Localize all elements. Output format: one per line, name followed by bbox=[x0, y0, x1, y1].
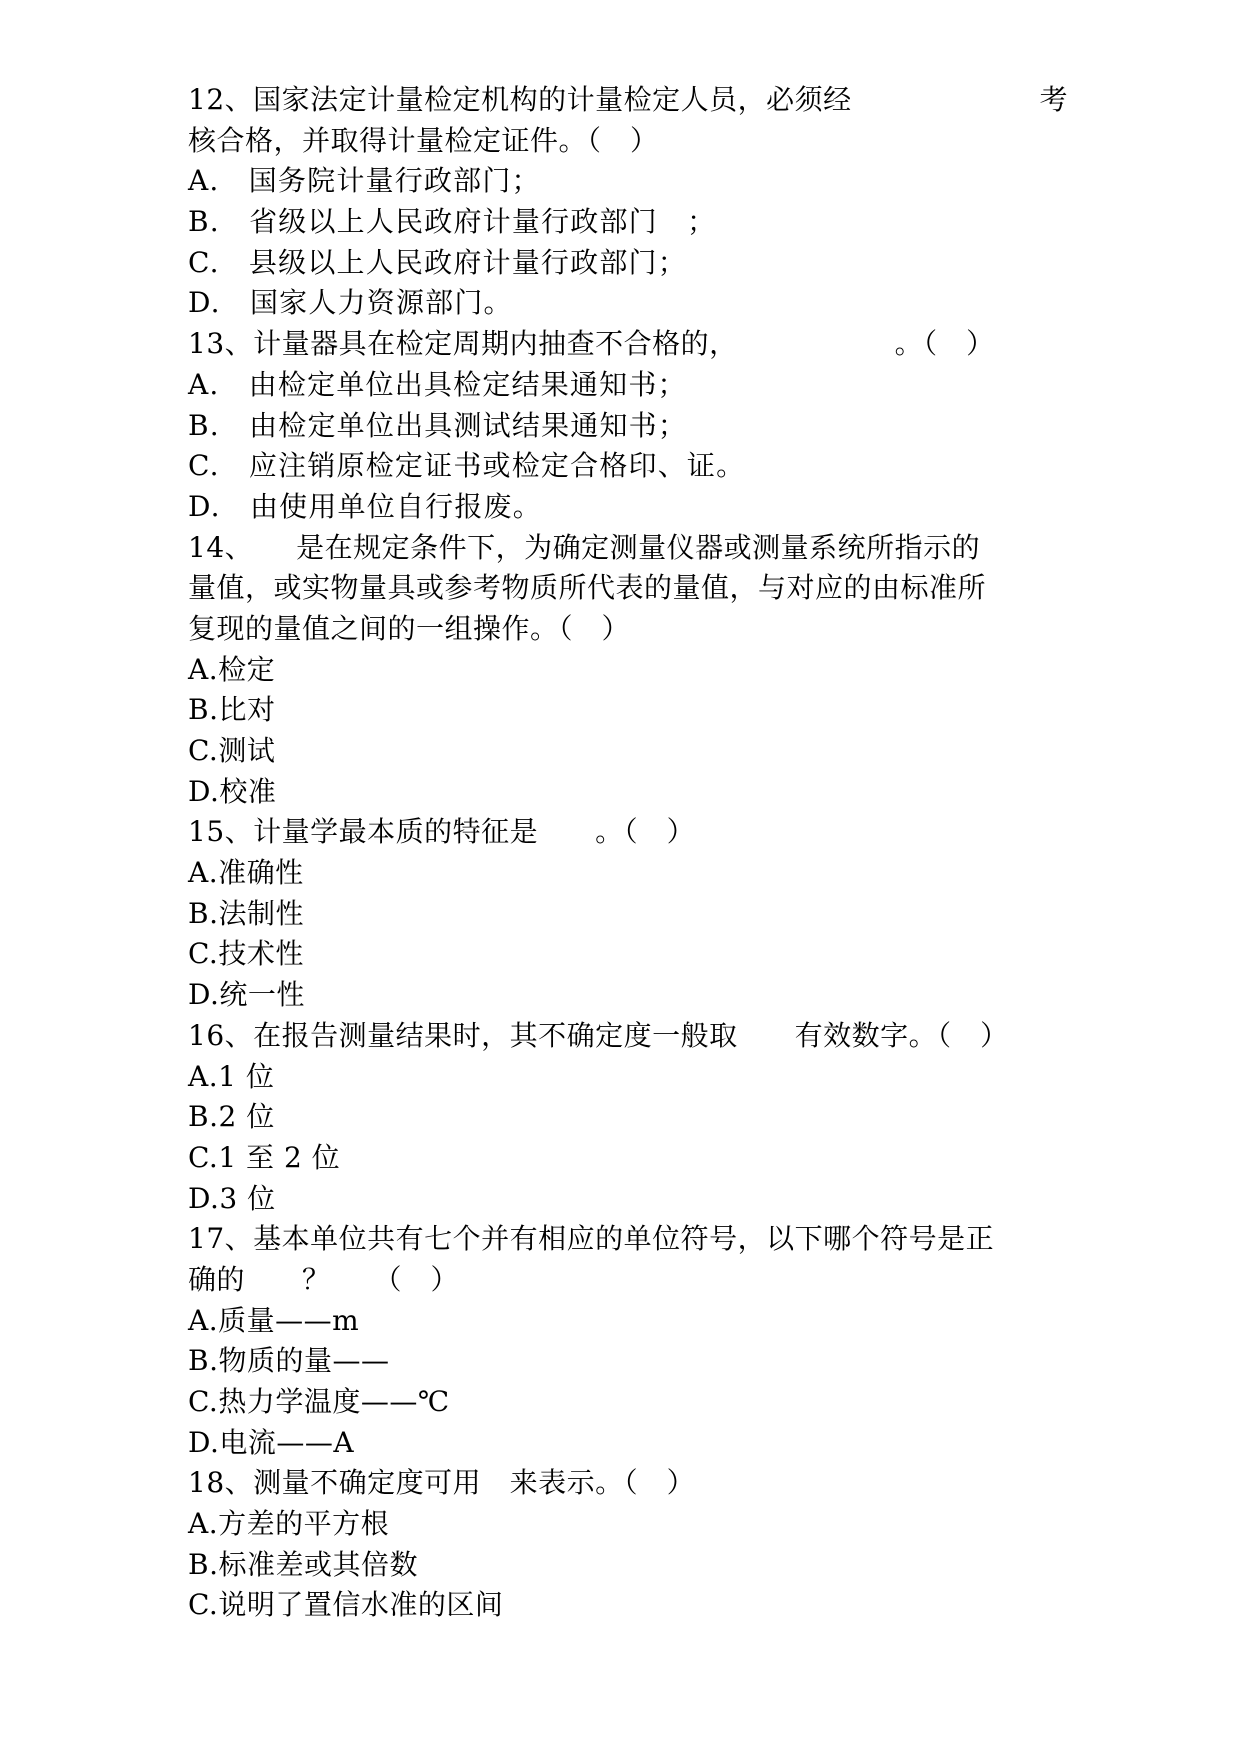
option-a: A.质量——m bbox=[188, 1303, 360, 1337]
question-stem-line: 18、测量不确定度可用 来表示。（ ） bbox=[188, 1466, 696, 1500]
question-stem-line: 15、计量学最本质的特征是 。（ ） bbox=[188, 815, 696, 849]
question-stem-line: 13、计量器具在检定周期内抽查不合格的， 。（ ） bbox=[188, 327, 995, 361]
question-stem-line: 量值，或实物量具或参考物质所代表的量值，与对应的由标准所 bbox=[188, 571, 987, 605]
option-c: C. 应注销原检定证书或检定合格印、证。 bbox=[188, 449, 746, 483]
question-stem-line: 16、在报告测量结果时，其不确定度一般取 有效数字。（ ） bbox=[188, 1018, 1009, 1052]
option-d: D.统一性 bbox=[188, 978, 305, 1012]
question-13 bbox=[188, 324, 1068, 527]
question-14 bbox=[188, 528, 1068, 813]
option-b: B. 省级以上人民政府计量行政部门 ； bbox=[188, 205, 717, 239]
question-stem-line: 核合格，并取得计量检定证件。（ ） bbox=[188, 123, 659, 157]
option-a: A.1 位 bbox=[188, 1059, 275, 1093]
option-d: D.电流——A bbox=[188, 1425, 355, 1459]
option-c: C.热力学温度——℃ bbox=[188, 1385, 450, 1418]
option-c: C.技术性 bbox=[188, 937, 304, 971]
option-d: D. 国家人力资源部门。 bbox=[188, 286, 513, 320]
option-b: B.标准差或其倍数 bbox=[188, 1547, 418, 1581]
option-d: D.3 位 bbox=[188, 1181, 276, 1215]
option-c: C.说明了置信水准的区间 bbox=[188, 1588, 504, 1622]
question-16 bbox=[188, 1016, 1068, 1219]
option-b: B. 由检定单位出具测试结果通知书； bbox=[188, 408, 688, 442]
option-a: A.方差的平方根 bbox=[188, 1507, 390, 1541]
question-12 bbox=[188, 80, 1068, 324]
option-d: D.校准 bbox=[188, 774, 277, 808]
option-b: B.法制性 bbox=[188, 896, 304, 930]
question-stem-line: 确的 ？ （ ） bbox=[188, 1262, 460, 1296]
question-stem-line: 17、基本单位共有七个并有相应的单位符号，以下哪个符号是正 bbox=[188, 1222, 995, 1256]
document-page bbox=[188, 80, 1068, 1626]
option-c: C.1 至 2 位 bbox=[188, 1140, 341, 1174]
option-c: C.测试 bbox=[188, 734, 276, 767]
question-18 bbox=[188, 1463, 1068, 1626]
option-a: A. 由检定单位出具检定结果通知书； bbox=[188, 367, 687, 401]
question-stem-text: 考 bbox=[1039, 83, 1068, 116]
option-d: D. 由使用单位自行报废。 bbox=[188, 489, 542, 523]
option-b: B.比对 bbox=[188, 693, 276, 727]
question-stem-line bbox=[188, 80, 1068, 121]
question-17 bbox=[188, 1219, 1068, 1463]
option-a: A.准确性 bbox=[188, 856, 304, 890]
option-b: B.物质的量—— bbox=[188, 1344, 390, 1378]
option-c: C. 县级以上人民政府计量行政部门； bbox=[188, 245, 687, 279]
option-a: A. 国务院计量行政部门； bbox=[188, 164, 541, 198]
option-a: A.检定 bbox=[188, 652, 276, 686]
question-stem-line: 复现的量值之间的一组操作。（ ） bbox=[188, 611, 631, 645]
question-stem-text: 12、国家法定计量检定机构的计量检定人员，必须经 bbox=[188, 83, 852, 116]
question-15 bbox=[188, 812, 1068, 1015]
option-b: B.2 位 bbox=[188, 1100, 275, 1134]
question-stem-line: 14、 是在规定条件下，为确定测量仪器或测量系统所指示的 bbox=[188, 530, 981, 564]
